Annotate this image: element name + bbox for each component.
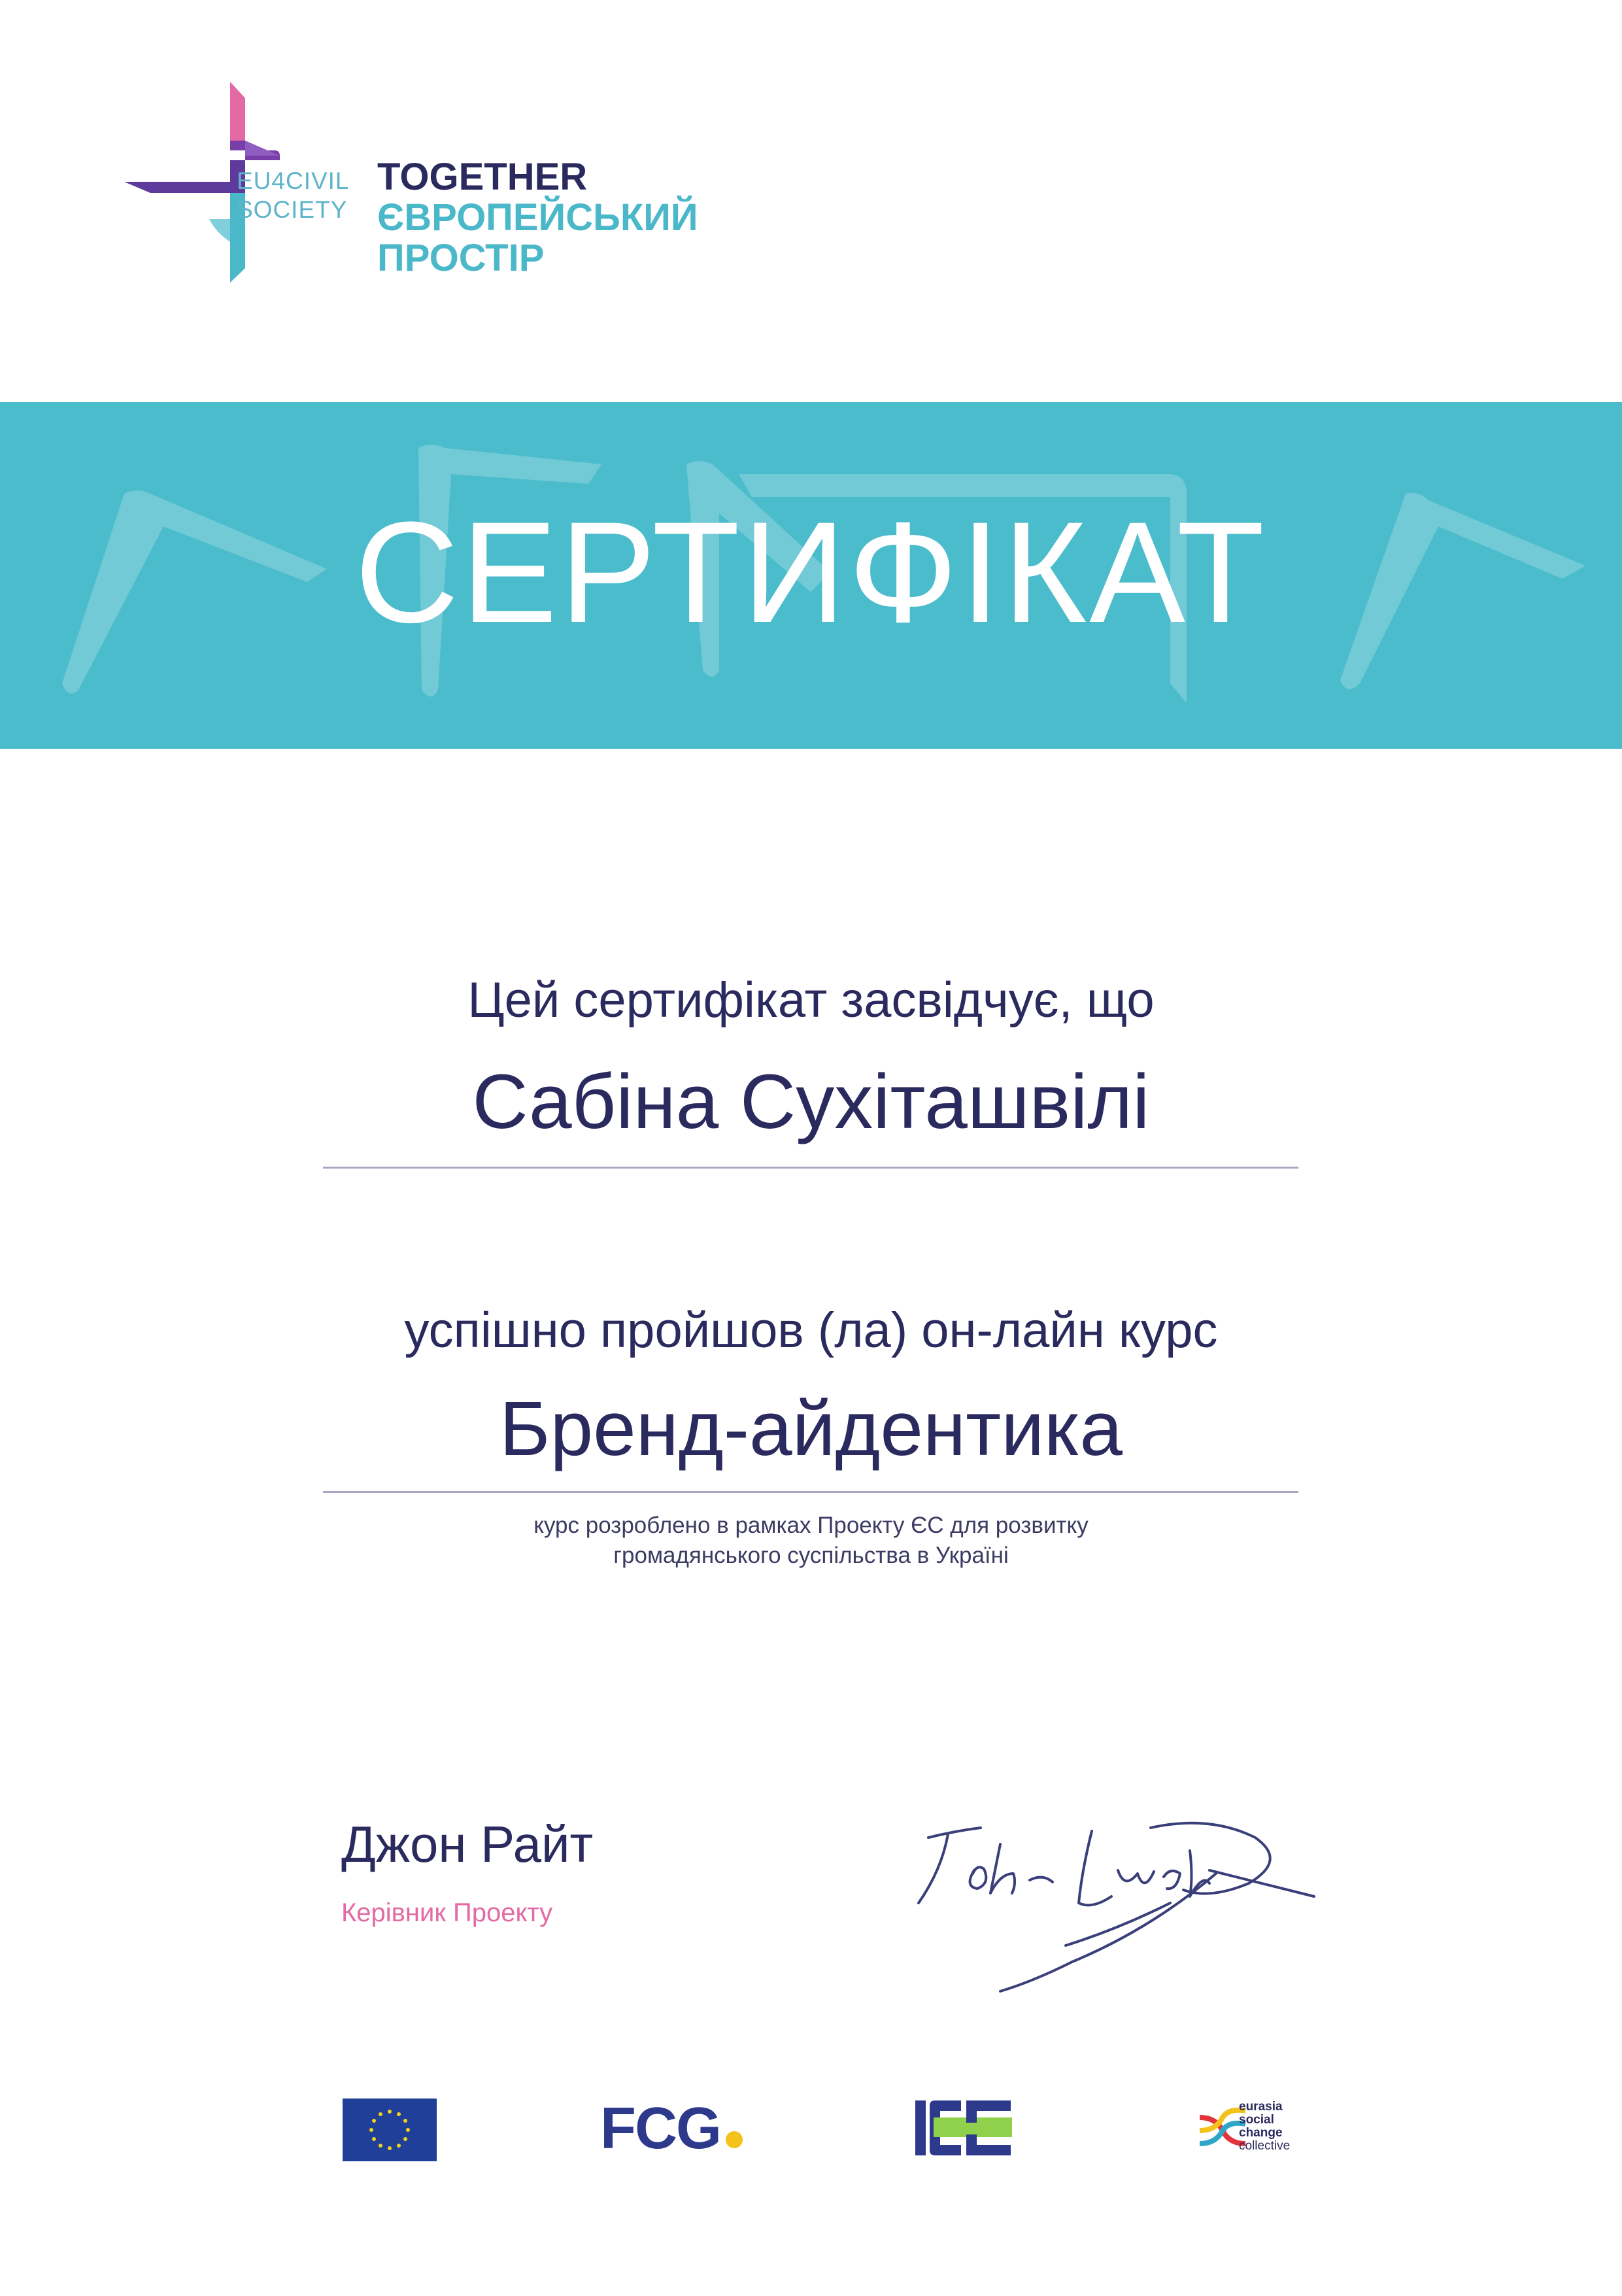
escc-line1: eurasia (1239, 2100, 1283, 2114)
logo-mark-line1: EU4CIVIL (237, 167, 350, 194)
handwritten-signature-icon (902, 1811, 1327, 2008)
logo-title-line3: ПРОСТІР (377, 237, 545, 279)
escc-line3: change (1239, 2126, 1283, 2140)
ice-logo-icon (915, 2098, 1013, 2158)
certificate-banner (0, 402, 1622, 749)
escc-line2: social (1239, 2113, 1274, 2127)
intro-text: Цей сертифікат засвідчує, що (467, 972, 1155, 1028)
logo-title-line1: TOGETHER (377, 156, 588, 198)
signatory-role: Керівник Проекту (341, 1898, 553, 1927)
course-underline (323, 1491, 1298, 1493)
completed-text: успішно пройшов (ла) он-лайн курс (404, 1303, 1218, 1358)
course-name: Бренд-айдентика (499, 1386, 1123, 1472)
fcg-logo-dot-icon (726, 2131, 743, 2148)
recipient-name: Сабіна Сухіташвілі (472, 1059, 1150, 1145)
signatory-name: Джон Райт (341, 1815, 594, 1873)
course-note-line2: громадянського суспільства в Україні (613, 1543, 1009, 1568)
course-note-line1: курс розроблено в рамках Проекту ЄС для розвитку (533, 1513, 1089, 1538)
certificate-title: СЕРТИФІКАТ (354, 492, 1268, 653)
eu-flag-icon (343, 2099, 437, 2161)
course-note (0, 1511, 1622, 1571)
fcg-logo: FCG (600, 2096, 720, 2161)
logo-mark-text (237, 167, 350, 224)
logo-title (377, 157, 698, 279)
logo-mark-line2: SOCIETY (237, 196, 348, 223)
escc-line4: collective (1239, 2139, 1291, 2153)
name-underline (323, 1167, 1298, 1169)
logo-title-line2: ЄВРОПЕЙСЬКИЙ (377, 196, 698, 239)
eurasia-social-change-logo-text (1239, 2100, 1290, 2153)
